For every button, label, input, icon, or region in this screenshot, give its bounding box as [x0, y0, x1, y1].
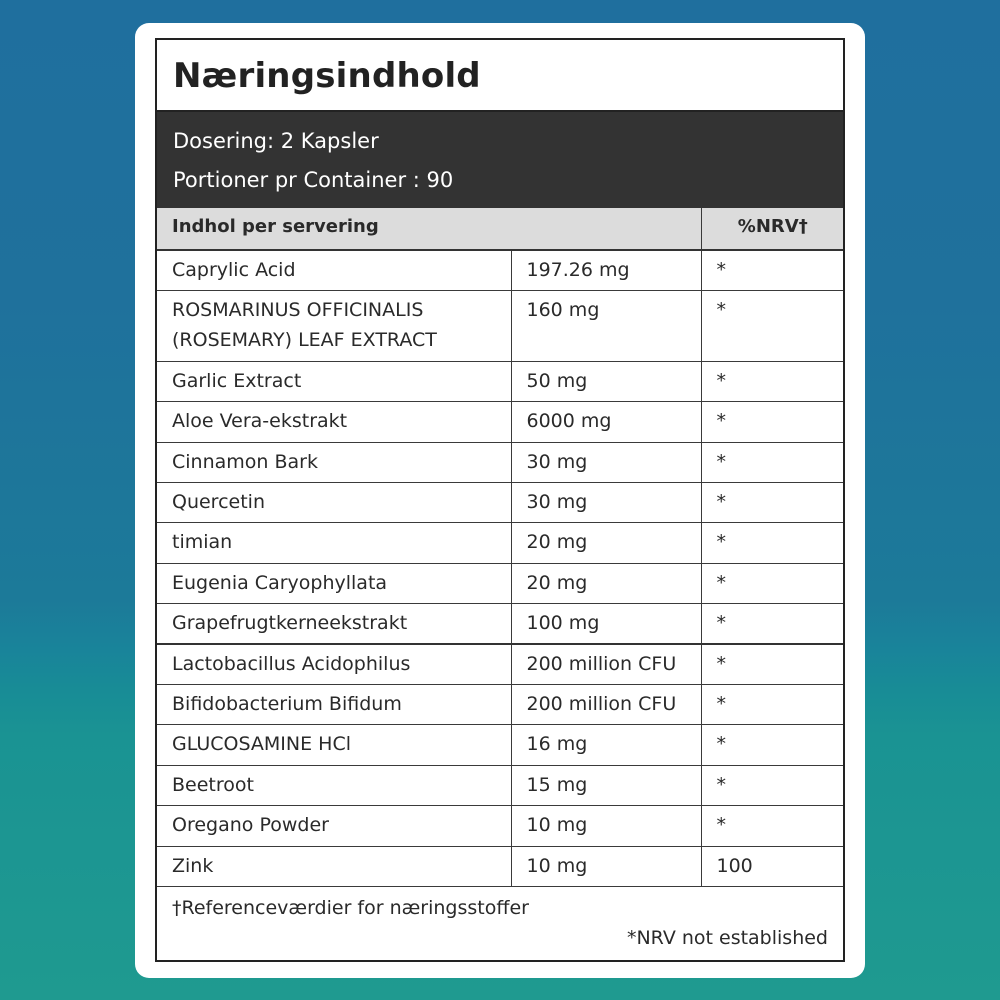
ingredient-amount: 100 mg	[511, 604, 701, 644]
ingredient-nrv: *	[701, 361, 843, 401]
ingredient-nrv: *	[701, 604, 843, 644]
ingredient-name: ROSMARINUS OFFICINALIS (ROSEMARY) LEAF EXTRACT	[157, 290, 511, 361]
servings-per-container: Portioner pr Container : 90	[173, 168, 454, 192]
table-row	[157, 685, 843, 725]
table-row	[157, 402, 843, 442]
table-header-row	[157, 208, 843, 250]
ingredient-amount: 16 mg	[511, 725, 701, 765]
dosage-panel	[157, 112, 843, 208]
ingredient-name: Cinnamon Bark	[157, 442, 511, 482]
table-row	[157, 290, 843, 361]
table-row	[157, 483, 843, 523]
ingredient-amount: 6000 mg	[511, 402, 701, 442]
ingredient-nrv: *	[701, 250, 843, 290]
ingredient-name: Caprylic Acid	[157, 250, 511, 290]
label-footer	[157, 887, 843, 959]
ingredient-amount: 20 mg	[511, 563, 701, 603]
ingredient-name: Eugenia Caryophyllata	[157, 563, 511, 603]
ingredient-nrv: *	[701, 563, 843, 603]
table-row	[157, 806, 843, 846]
ingredient-name: Garlic Extract	[157, 361, 511, 401]
ingredient-nrv: 100	[701, 846, 843, 886]
table-row	[157, 846, 843, 886]
ingredient-name: Oregano Powder	[157, 806, 511, 846]
ingredient-nrv: *	[701, 644, 843, 684]
ingredient-name: Grapefrugtkerneekstrakt	[157, 604, 511, 644]
ingredient-nrv: *	[701, 402, 843, 442]
ingredient-name: Lactobacillus Acidophilus	[157, 644, 511, 684]
ingredient-nrv: *	[701, 685, 843, 725]
ingredient-name: GLUCOSAMINE HCl	[157, 725, 511, 765]
ingredient-nrv: *	[701, 483, 843, 523]
ingredient-amount: 160 mg	[511, 290, 701, 361]
label-title: Næringsindhold	[157, 40, 843, 112]
ingredient-nrv: *	[701, 725, 843, 765]
ingredient-amount: 30 mg	[511, 442, 701, 482]
ingredient-amount: 30 mg	[511, 483, 701, 523]
table-row	[157, 563, 843, 603]
ingredient-amount: 20 mg	[511, 523, 701, 563]
ingredient-nrv: *	[701, 765, 843, 805]
table-row	[157, 725, 843, 765]
table-row	[157, 361, 843, 401]
ingredient-nrv: *	[701, 290, 843, 361]
ingredient-name: Quercetin	[157, 483, 511, 523]
header-nrv: %NRV†	[701, 208, 843, 250]
nutrition-label	[155, 38, 845, 962]
table-row	[157, 644, 843, 684]
ingredient-amount: 200 million CFU	[511, 644, 701, 684]
ingredient-nrv: *	[701, 442, 843, 482]
nrv-note: *NRV not established	[626, 926, 828, 949]
header-ingredient: Indhol per servering	[157, 208, 701, 250]
ingredient-name: Zink	[157, 846, 511, 886]
ingredient-name: timian	[157, 523, 511, 563]
ingredient-amount: 15 mg	[511, 765, 701, 805]
ingredient-name: Beetroot	[157, 765, 511, 805]
ingredient-amount: 10 mg	[511, 846, 701, 886]
table-row	[157, 604, 843, 644]
ingredient-name: Aloe Vera-ekstrakt	[157, 402, 511, 442]
table-row	[157, 250, 843, 290]
ingredient-amount: 50 mg	[511, 361, 701, 401]
nutrition-table	[157, 208, 843, 887]
ingredient-amount: 10 mg	[511, 806, 701, 846]
table-row	[157, 442, 843, 482]
table-row	[157, 523, 843, 563]
ingredient-nrv: *	[701, 806, 843, 846]
reference-note: †Referenceværdier for næringsstoffer	[172, 896, 529, 919]
ingredient-nrv: *	[701, 523, 843, 563]
table-row	[157, 765, 843, 805]
serving-size: Dosering: 2 Kapsler	[173, 129, 379, 153]
ingredient-amount: 200 million CFU	[511, 685, 701, 725]
ingredient-name: Bifidobacterium Bifidum	[157, 685, 511, 725]
ingredient-amount: 197.26 mg	[511, 250, 701, 290]
